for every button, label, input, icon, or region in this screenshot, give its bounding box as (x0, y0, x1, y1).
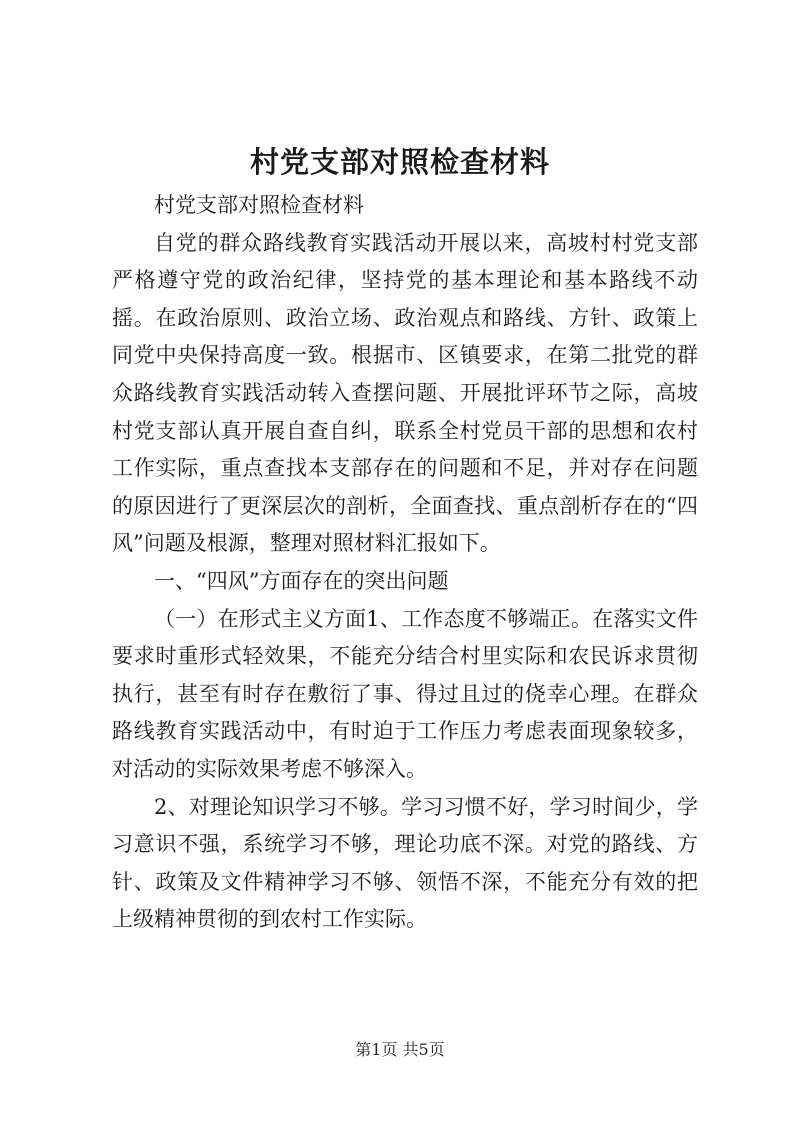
paragraph-subtitle: 村党支部对照检查材料 (154, 193, 364, 217)
page-footer (0, 1038, 800, 1062)
paragraph-theory-study: 2、对理论知识学习不够。学习习惯不好，学习时间少，学习意识不强，系统学习不够，理论功底不深。对党的路线、方针、政策及文件精神学习不够、领悟不深，不能充分有效的把上级精神贯彻的到农村工作实际。 (112, 794, 698, 932)
paragraph-intro: 自党的群众路线教育实践活动开展以来，高坡村村党支部严格遵守党的政治纪律，坚持党的基本理论和基本路线不动摇。在政治原则、政治立场、政治观点和路线、方针、政策上同党中央保持高度一致。根据市、区镇要求，在第二批党的群众路线教育实践活动转入查摆问题、开展批评环节之际，高坡村党支部认真开展自查自纠，联系全村党员干部的思想和农村工作实际，重点查找本支部存在的问题和不足，并对存在问题的原因进行了更深层次的剖析，全面查找、重点剖析存在的“四风”问题及根源，整理对照材料汇报如下。 (112, 230, 698, 556)
page-number: 第1页 共5页 (355, 1040, 445, 1059)
document-title: 村党支部对照检查材料 (249, 145, 550, 179)
paragraph-formalism: （一）在形式主义方面1、工作态度不够端正。在落实文件要求时重形式轻效果，不能充分结合村里实际和农民诉求贯彻执行，甚至有时存在敷衍了事、得过且过的侥幸心理。在群众路线教育实践活动中，有时迫于工作压力考虑表面现象较多，对活动的实际效果考虑不够深入。 (112, 606, 698, 781)
section-heading-1: 一、“四风”方面存在的突出问题 (154, 568, 449, 593)
document-body (112, 187, 698, 939)
